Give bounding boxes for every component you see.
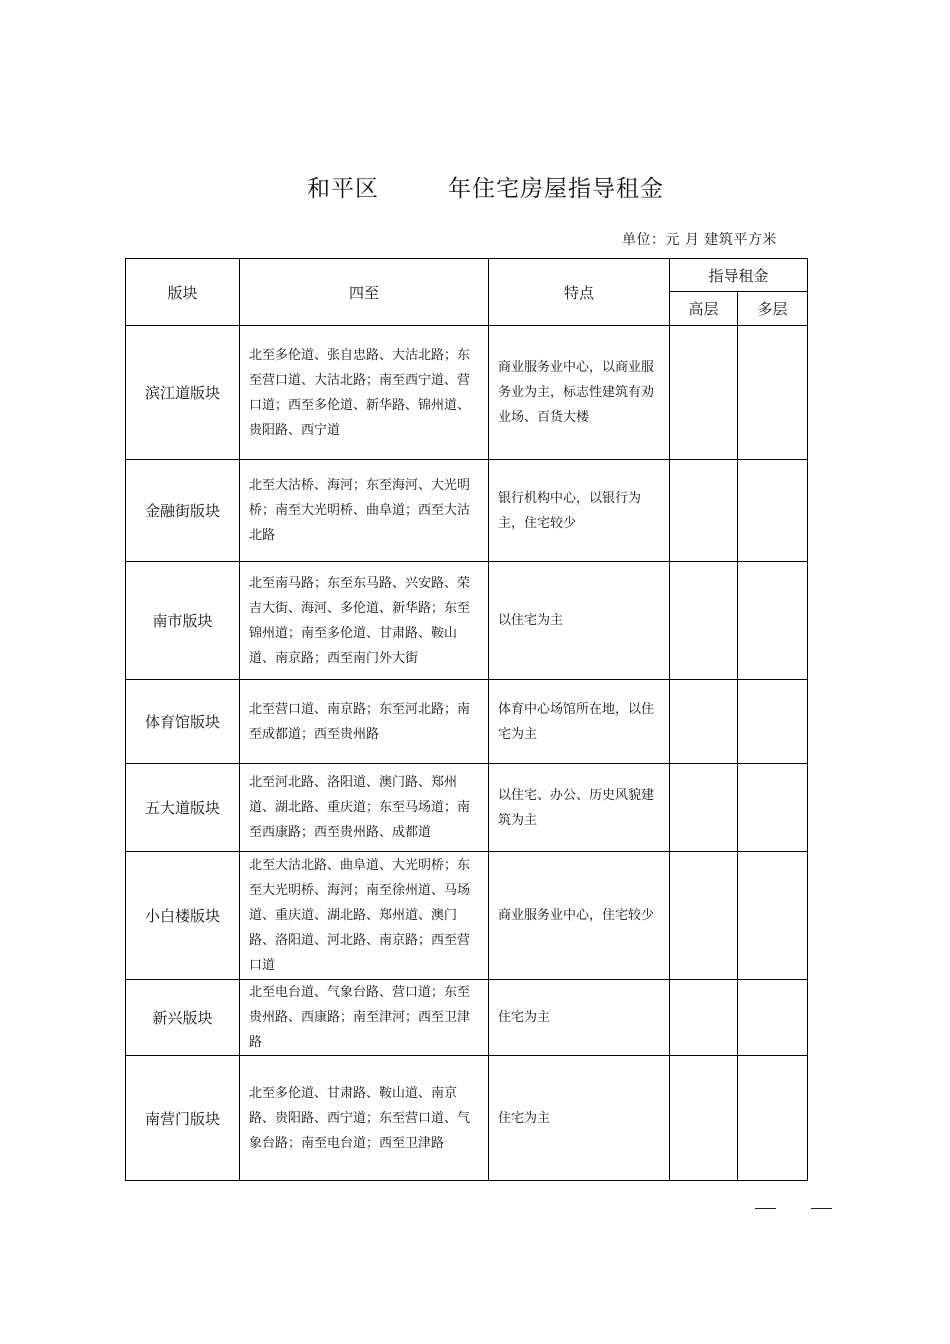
multi-story-rent: [738, 764, 808, 852]
guide-rent-table: [125, 258, 808, 1181]
block-name: 新兴版块: [126, 980, 240, 1056]
block-feature: 住宅为主: [489, 1056, 670, 1181]
block-name: 南市版块: [126, 562, 240, 680]
block-bounds: 北至营口道、南京路；东至河北路；南至成都道；西至贵州路: [240, 680, 489, 764]
multi-story-rent: [738, 980, 808, 1056]
block-feature: 以住宅为主: [489, 562, 670, 680]
high-rise-rent: [670, 1056, 738, 1181]
table-row: [126, 852, 808, 980]
header-high-rise: 高层: [670, 292, 738, 326]
header-block: 版块: [126, 259, 240, 326]
table-row: [126, 326, 808, 460]
table-row: [126, 764, 808, 852]
block-feature: 商业服务业中心，住宅较少: [489, 852, 670, 980]
header-guide-rent: 指导租金: [670, 259, 808, 292]
high-rise-rent: [670, 326, 738, 460]
block-feature: 住宅为主: [489, 980, 670, 1056]
block-bounds: 北至电台道、气象台路、营口道；东至贵州路、西康路；南至津河；西至卫津路: [240, 980, 489, 1056]
header-bounds: 四至: [240, 259, 489, 326]
multi-story-rent: [738, 1056, 808, 1181]
table-row: [126, 680, 808, 764]
multi-story-rent: [738, 562, 808, 680]
header-feature: 特点: [489, 259, 670, 326]
block-feature: 体育中心场馆所在地，以住宅为主: [489, 680, 670, 764]
block-bounds: 北至多伦道、张自忠路、大沽北路；东至营口道、大沽北路；南至西宁道、营口道；西至多伦道、新华路、锦州道、贵阳路、西宁道: [240, 326, 489, 460]
unit-label: 单位：元 月 建筑平方米: [622, 232, 777, 248]
block-name: 南营门版块: [126, 1056, 240, 1181]
block-bounds: 北至大沽北路、曲阜道、大光明桥；东至大光明桥、海河；南至徐州道、马场道、重庆道、湖北路、郑州道、澳门路、洛阳道、河北路、南京路；西至营口道: [240, 852, 489, 980]
block-bounds: 北至南马路；东至东马路、兴安路、荣吉大街、海河、多伦道、新华路；东至锦州道；南至多伦道、甘肃路、鞍山道、南京路；西至南门外大街: [240, 562, 489, 680]
multi-story-rent: [738, 460, 808, 562]
block-bounds: 北至多伦道、甘肃路、鞍山道、南京路、贵阳路、西宁道；东至营口道、气象台路；南至电台道；西至卫津路: [240, 1056, 489, 1181]
high-rise-rent: [670, 562, 738, 680]
title-district: 和平区: [307, 176, 379, 202]
block-name: 金融街版块: [126, 460, 240, 562]
block-name: 体育馆版块: [126, 680, 240, 764]
table-row: [126, 562, 808, 680]
block-feature: 银行机构中心，以银行为主，住宅较少: [489, 460, 670, 562]
page-title: [0, 170, 950, 202]
block-name: 小白楼版块: [126, 852, 240, 980]
high-rise-rent: [670, 980, 738, 1056]
high-rise-rent: [670, 852, 738, 980]
multi-story-rent: [738, 680, 808, 764]
block-bounds: 北至河北路、洛阳道、澳门路、郑州道、湖北路、重庆道；东至马场道；南至西康路；西至贵州路、成都道: [240, 764, 489, 852]
header-multi-story: 多层: [738, 292, 808, 326]
multi-story-rent: [738, 326, 808, 460]
page-number-dash-left: [755, 1208, 776, 1209]
table-row: [126, 980, 808, 1056]
block-bounds: 北至大沽桥、海河；东至海河、大光明桥；南至大光明桥、曲阜道；西至大沽北路: [240, 460, 489, 562]
block-name: 滨江道版块: [126, 326, 240, 460]
page-number-dash-right: [811, 1208, 832, 1209]
high-rise-rent: [670, 680, 738, 764]
title-subject: 年住宅房屋指导租金: [448, 176, 664, 202]
multi-story-rent: [738, 852, 808, 980]
table-row: [126, 460, 808, 562]
table-row: [126, 1056, 808, 1181]
block-name: 五大道版块: [126, 764, 240, 852]
block-feature: 商业服务业中心，以商业服务业为主，标志性建筑有劝业场、百货大楼: [489, 326, 670, 460]
high-rise-rent: [670, 460, 738, 562]
high-rise-rent: [670, 764, 738, 852]
block-feature: 以住宅、办公、历史风貌建筑为主: [489, 764, 670, 852]
